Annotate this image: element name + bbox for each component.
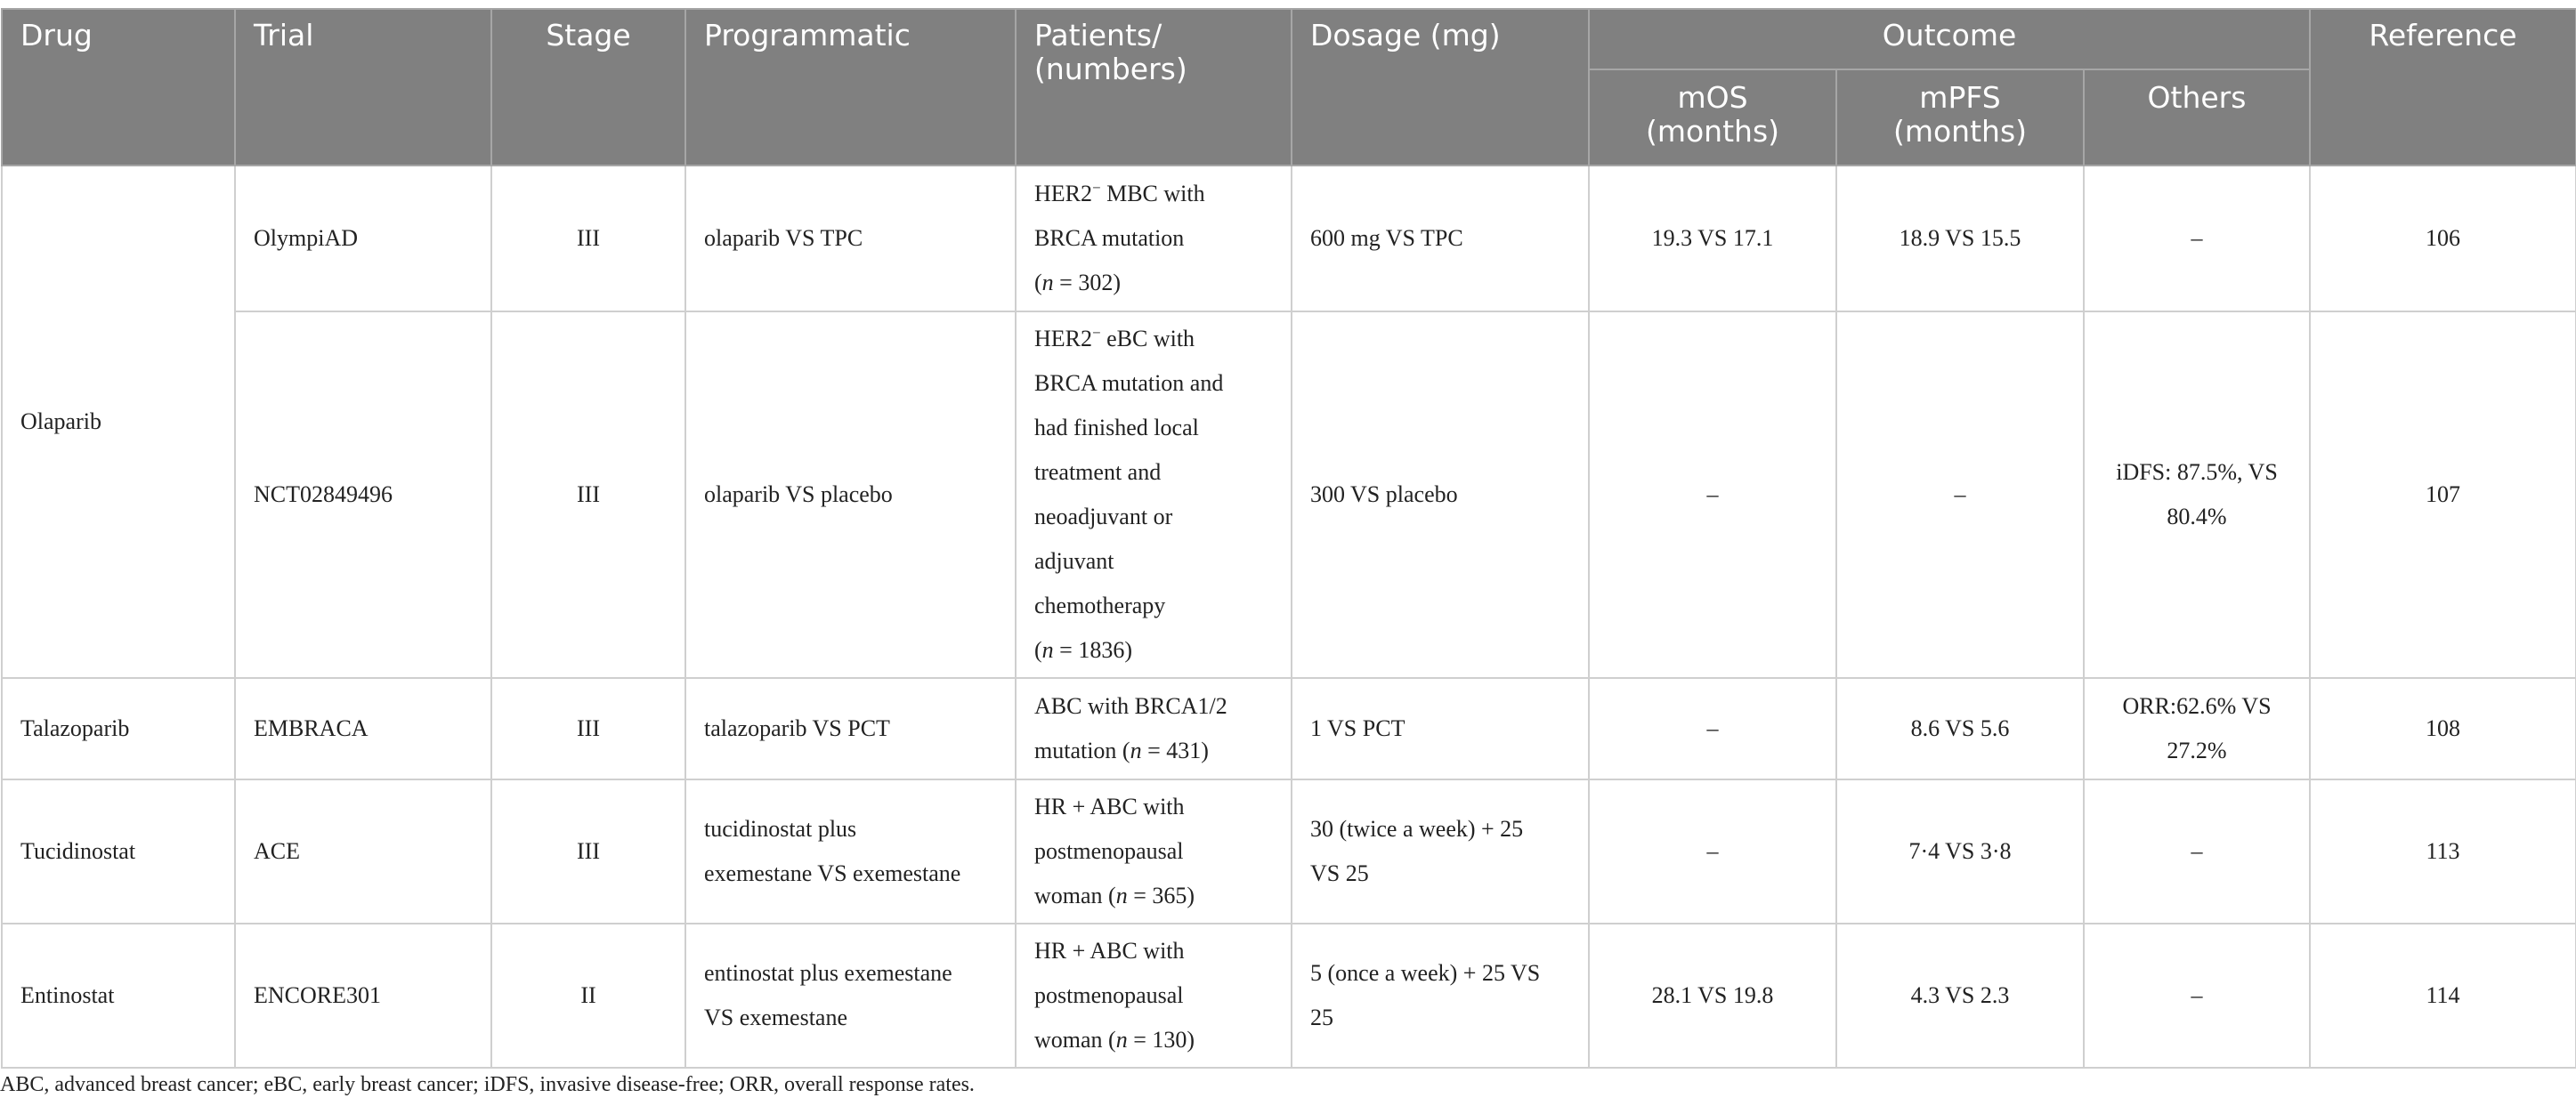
table-row [2, 311, 2576, 678]
patients-line: treatment and [1034, 459, 1162, 485]
patients-count [1034, 729, 1273, 773]
header-mpfs-line1: mPFS [1919, 80, 2001, 115]
dosage-line: 30 (twice a week) + 25 [1310, 816, 1524, 842]
cell-patients [1016, 924, 1292, 1068]
cell-dosage [1292, 924, 1589, 1068]
patients-line: adjuvant [1034, 548, 1114, 574]
header-trial: Trial [235, 9, 491, 165]
drug-trials-table [1, 8, 2576, 1069]
cell-mpfs: – [1836, 311, 2084, 678]
table-row [2, 678, 2576, 779]
cell-reference: 106 [2310, 165, 2576, 311]
programmatic-line: entinostat plus exemestane [704, 960, 952, 986]
cell-programmatic: olaparib VS placebo [685, 311, 1016, 678]
n-value: = 431) [1141, 738, 1209, 763]
header-mos-line2: (months) [1645, 114, 1780, 149]
patients-text: HER2 [1034, 326, 1092, 351]
patients-line: chemotherapy [1034, 593, 1166, 618]
header-drug: Drug [2, 9, 235, 165]
patients-line: HR + ABC with [1034, 794, 1185, 819]
patients-line: ABC with BRCA1/2 [1034, 693, 1227, 719]
cell-trial: OlympiAD [235, 165, 491, 311]
patients-count [1034, 1018, 1273, 1062]
patients-text: eBC with [1100, 326, 1195, 351]
cell-stage: II [491, 924, 685, 1068]
dosage-line: 25 [1310, 1005, 1333, 1030]
cell-mpfs: 4.3 VS 2.3 [1836, 924, 2084, 1068]
n-value: = 365) [1127, 883, 1195, 908]
cell-programmatic [685, 779, 1016, 924]
paren-open: ( [1034, 270, 1042, 295]
patients-text: HER2 [1034, 181, 1092, 206]
dosage-line: 5 (once a week) + 25 VS [1310, 960, 1541, 986]
superscript-minus: − [1092, 324, 1101, 342]
header-outcome: Outcome [1589, 9, 2310, 69]
cell-mpfs: 8.6 VS 5.6 [1836, 678, 2084, 779]
patients-text: woman ( [1034, 1027, 1116, 1053]
cell-others [2084, 678, 2310, 779]
n-symbol: n [1041, 637, 1054, 663]
header-reference: Reference [2310, 9, 2576, 165]
others-line: 80.4% [2167, 504, 2227, 529]
cell-mpfs: 7·4 VS 3·8 [1836, 779, 2084, 924]
cell-programmatic: olaparib VS TPC [685, 165, 1016, 311]
patients-line: neoadjuvant or [1034, 504, 1173, 529]
cell-patients [1016, 779, 1292, 924]
cell-reference: 113 [2310, 779, 2576, 924]
header-mos [1589, 69, 1836, 165]
cell-patients [1016, 678, 1292, 779]
cell-mpfs: 18.9 VS 15.5 [1836, 165, 2084, 311]
n-value: = 302) [1053, 270, 1121, 295]
dosage-line: VS 25 [1310, 860, 1369, 886]
table-footnote: ABC, advanced breast cancer; eBC, early breast cancer; iDFS, invasive disease-free; ORR, overall response rates. [0, 1073, 975, 1096]
cell-stage: III [491, 311, 685, 678]
n-symbol: n [1115, 883, 1128, 908]
patients-line: BRCA mutation and [1034, 370, 1224, 396]
patients-count [1034, 628, 1273, 673]
header-mos-line1: mOS [1677, 80, 1748, 115]
patients-count [1034, 874, 1273, 918]
programmatic-line: VS exemestane [704, 1005, 848, 1030]
patients-text: mutation ( [1034, 738, 1130, 763]
paren-open: ( [1034, 637, 1042, 663]
n-symbol: n [1041, 270, 1054, 295]
header-patients [1016, 9, 1292, 165]
n-value: = 130) [1127, 1027, 1195, 1053]
cell-others: – [2084, 779, 2310, 924]
cell-reference: 114 [2310, 924, 2576, 1068]
cell-trial: NCT02849496 [235, 311, 491, 678]
header-stage: Stage [491, 9, 685, 165]
header-dosage: Dosage (mg) [1292, 9, 1589, 165]
table-row [2, 779, 2576, 924]
patients-line: postmenopausal [1034, 838, 1184, 864]
programmatic-line: tucidinostat plus [704, 816, 857, 842]
others-line: iDFS: 87.5%, VS [2116, 459, 2278, 485]
cell-trial: EMBRACA [235, 678, 491, 779]
cell-stage: III [491, 165, 685, 311]
cell-dosage: 1 VS PCT [1292, 678, 1589, 779]
cell-mos: 19.3 VS 17.1 [1589, 165, 1836, 311]
patients-text: MBC with [1100, 181, 1205, 206]
cell-dosage [1292, 779, 1589, 924]
cell-drug: Entinostat [2, 924, 235, 1068]
n-value: = 1836) [1053, 637, 1132, 663]
cell-others [2084, 311, 2310, 678]
header-mpfs-line2: (months) [1892, 114, 2028, 149]
cell-reference: 107 [2310, 311, 2576, 678]
others-line: ORR:62.6% VS [2122, 693, 2272, 719]
patients-line: postmenopausal [1034, 982, 1184, 1008]
cell-stage: III [491, 779, 685, 924]
header-patients-line2: (numbers) [1034, 52, 1187, 86]
header-mpfs [1836, 69, 2084, 165]
cell-programmatic: talazoparib VS PCT [685, 678, 1016, 779]
cell-dosage: 600 mg VS TPC [1292, 165, 1589, 311]
cell-drug: Talazoparib [2, 678, 235, 779]
cell-drug: Tucidinostat [2, 779, 235, 924]
superscript-minus: − [1092, 179, 1101, 197]
patients-count [1034, 261, 1273, 305]
patients-line [1034, 317, 1273, 361]
cell-programmatic [685, 924, 1016, 1068]
cell-mos: – [1589, 311, 1836, 678]
n-symbol: n [1115, 1027, 1128, 1053]
n-symbol: n [1130, 738, 1142, 763]
cell-others: – [2084, 924, 2310, 1068]
cell-dosage: 300 VS placebo [1292, 311, 1589, 678]
header-programmatic: Programmatic [685, 9, 1016, 165]
patients-line: BRCA mutation [1034, 225, 1185, 251]
cell-trial: ENCORE301 [235, 924, 491, 1068]
others-line: 27.2% [2167, 738, 2227, 763]
cell-mos: 28.1 VS 19.8 [1589, 924, 1836, 1068]
header-others: Others [2084, 69, 2310, 165]
cell-drug: Olaparib [2, 165, 235, 678]
cell-patients [1016, 311, 1292, 678]
table-row [2, 165, 2576, 311]
cell-mos: – [1589, 779, 1836, 924]
header-patients-line1: Patients/ [1034, 18, 1162, 52]
table-row [2, 924, 2576, 1068]
patients-line: had finished local [1034, 415, 1199, 440]
patients-text: woman ( [1034, 883, 1116, 908]
cell-reference: 108 [2310, 678, 2576, 779]
cell-others: – [2084, 165, 2310, 311]
patients-line [1034, 172, 1273, 216]
cell-patients [1016, 165, 1292, 311]
programmatic-line: exemestane VS exemestane [704, 860, 961, 886]
cell-mos: – [1589, 678, 1836, 779]
cell-stage: III [491, 678, 685, 779]
patients-line: HR + ABC with [1034, 938, 1185, 964]
cell-trial: ACE [235, 779, 491, 924]
